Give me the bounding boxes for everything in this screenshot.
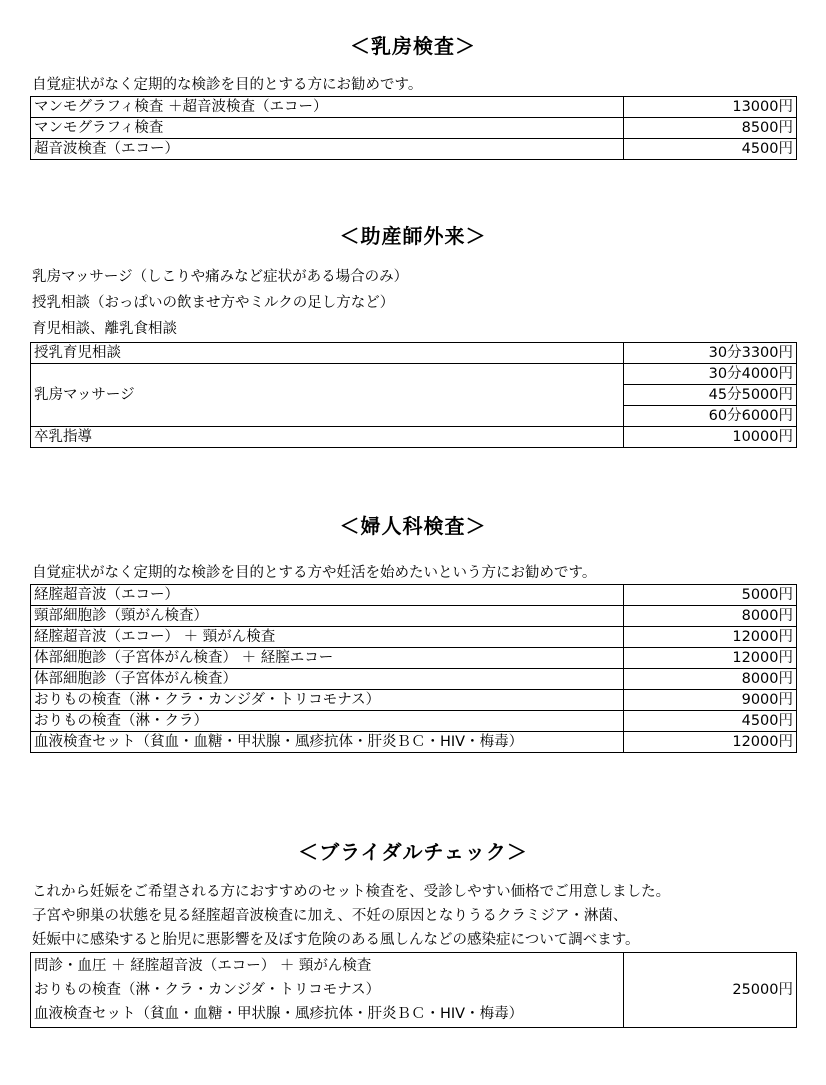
- table-row: [31, 669, 797, 690]
- bridal-price: 25000円: [624, 953, 797, 1028]
- exam-price: 9000円: [624, 690, 797, 711]
- exam-name: おりもの検査（淋・クラ）: [31, 711, 624, 732]
- exam-price: 13000円: [624, 97, 797, 118]
- exam-price: 5000円: [624, 585, 797, 606]
- exam-price: 8000円: [624, 606, 797, 627]
- service-price: 10000円: [624, 427, 797, 448]
- exam-name: 超音波検査（エコー）: [31, 139, 624, 160]
- exam-name: 頸部細胞診（頸がん検査）: [31, 606, 624, 627]
- exam-price: 4500円: [624, 139, 797, 160]
- gynecology-section: [30, 512, 796, 753]
- midwife-intro-line: 乳房マッサージ（しこりや痛みなど症状がある場合のみ）: [32, 269, 409, 285]
- bridal-item: おりもの検査（淋・クラ・カンジダ・トリコモナス）: [34, 982, 381, 998]
- table-row: [31, 118, 797, 139]
- table-row: [31, 732, 797, 753]
- table-row: [31, 97, 797, 118]
- gynecology-intro: 自覚症状がなく定期的な検診を目的とする方や妊活を始めたいという方にお勧めです。: [32, 565, 597, 581]
- bridal-intro-line: 子宮や卵巣の状態を見る経腟超音波検査に加え、不妊の原因となりうるクラミジア・淋菌、: [32, 908, 628, 924]
- table-row: [31, 427, 797, 448]
- bridal-intro-line: これから妊娠をご希望される方におすすめのセット検査を、受診しやすい価格でご用意しました。: [32, 884, 671, 900]
- bridal-check-section: [30, 838, 796, 1028]
- exam-name: 経腟超音波（エコー）: [31, 585, 624, 606]
- breast-exam-title: ＜乳房検査＞: [350, 34, 476, 58]
- table-row: [31, 711, 797, 732]
- midwife-section: [30, 222, 796, 448]
- bridal-intro-line: 妊娠中に感染すると胎児に悪影響を及ぼす危険のある風しんなどの感染症について調べます。: [32, 932, 640, 948]
- exam-name: 体部細胞診（子宮体がん検査） ＋ 経膣エコー: [31, 648, 624, 669]
- exam-name: おりもの検査（淋・クラ・カンジダ・トリコモナス）: [31, 690, 624, 711]
- table-row: [31, 139, 797, 160]
- exam-price: 12000円: [624, 648, 797, 669]
- exam-name: 経腟超音波（エコー） ＋ 頸がん検査: [31, 627, 624, 648]
- table-row: [31, 606, 797, 627]
- breast-exam-section: [30, 32, 796, 160]
- exam-price: 8000円: [624, 669, 797, 690]
- midwife-price-table: [30, 342, 797, 448]
- exam-name: 体部細胞診（子宮体がん検査）: [31, 669, 624, 690]
- breast-exam-intro: 自覚症状がなく定期的な検診を目的とする方にお勧めです。: [32, 77, 423, 93]
- service-price: 30分3300円: [624, 343, 797, 364]
- table-row: [31, 364, 797, 385]
- gynecology-title: ＜婦人科検査＞: [339, 514, 487, 538]
- bridal-item: 血液検査セット（貧血・血糖・甲状腺・風疹抗体・肝炎ＢＣ・HIV・梅毒）: [34, 1006, 524, 1022]
- exam-price: 12000円: [624, 627, 797, 648]
- exam-price: 4500円: [624, 711, 797, 732]
- breast-exam-price-table: [30, 96, 797, 160]
- bridal-item: 問診・血圧 ＋ 経腟超音波（エコー） ＋ 頸がん検査: [34, 958, 372, 974]
- table-row: [31, 953, 797, 1028]
- midwife-title: ＜助産師外来＞: [339, 224, 487, 248]
- table-row: [31, 585, 797, 606]
- service-name: 卒乳指導: [31, 427, 624, 448]
- service-name: 授乳育児相談: [31, 343, 624, 364]
- service-price: 45分5000円: [624, 385, 797, 406]
- bridal-check-price-table: [30, 952, 797, 1028]
- bridal-items-cell: [31, 953, 624, 1028]
- midwife-intro-line: 育児相談、離乳食相談: [32, 321, 177, 337]
- exam-name: マンモグラフィ検査 ＋超音波検査（エコー）: [31, 97, 624, 118]
- exam-price: 12000円: [624, 732, 797, 753]
- table-row: [31, 343, 797, 364]
- service-price: 30分4000円: [624, 364, 797, 385]
- midwife-intro-line: 授乳相談（おっぱいの飲ませ方やミルクの足し方など）: [32, 295, 395, 311]
- table-row: [31, 648, 797, 669]
- exam-name: マンモグラフィ検査: [31, 118, 624, 139]
- service-name: 乳房マッサージ: [31, 364, 624, 427]
- exam-name: 血液検査セット（貧血・血糖・甲状腺・風疹抗体・肝炎ＢＣ・HIV・梅毒）: [31, 732, 624, 753]
- gynecology-price-table: [30, 584, 797, 753]
- service-price: 60分6000円: [624, 406, 797, 427]
- table-row: [31, 690, 797, 711]
- table-row: [31, 627, 797, 648]
- exam-price: 8500円: [624, 118, 797, 139]
- bridal-check-title: ＜ブライダルチェック＞: [298, 840, 528, 864]
